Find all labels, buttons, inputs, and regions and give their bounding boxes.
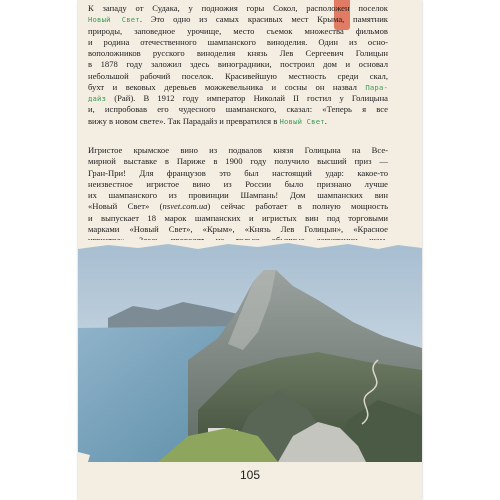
book-page bbox=[78, 0, 422, 500]
text-line: Гран-При! Для французов это был настоящий удар: какое-то bbox=[88, 167, 388, 178]
text-fragment: . bbox=[324, 115, 327, 126]
paragraph-1 bbox=[88, 3, 388, 127]
text-line: природы, заповедное урочище, место съемок множества фильмов bbox=[88, 25, 388, 36]
text-fragment: «Новый Свет» ( bbox=[88, 201, 163, 212]
text-line: и выпускает 18 марок шампанских и игристых вин под торговыми bbox=[88, 212, 388, 223]
text-fragment: вижу в новом свете». Так Парадайз и превратился в bbox=[88, 115, 278, 126]
text-line bbox=[88, 116, 388, 127]
text-fragment: . Это одно из самых красивых мест Крыма, памятник bbox=[139, 14, 388, 25]
text-line: К западу от Судака, у подножия горы Сокол, расположен поселок bbox=[88, 3, 388, 13]
text-line bbox=[88, 93, 388, 104]
text-line bbox=[88, 82, 388, 93]
website-link[interactable]: nsvet.com.ua bbox=[162, 201, 208, 212]
page-number: 105 bbox=[239, 468, 261, 482]
text-line bbox=[88, 201, 388, 212]
text-line: небольшой рабочий поселок. Красивейшую местность среди скал, bbox=[88, 70, 388, 81]
text-line: воположников русского виноделия князь Лев Сергеевич Голицын bbox=[88, 48, 388, 58]
text-fragment: ) сейчас работает в полную мощность bbox=[207, 201, 388, 212]
highlight-novy-svet: Новый Свет bbox=[279, 116, 325, 126]
text-line: неизвестное игристое вино из России было признано лучше bbox=[88, 178, 388, 189]
text-line: марками «Новый Свет», «Крым», «Князь Лев Голицын», «Красное bbox=[88, 223, 388, 234]
landscape-photo bbox=[78, 240, 422, 462]
text-line: Игристое крымское вино из подвалов князя Голицына на Все- bbox=[88, 145, 388, 155]
text-fragment: (Рай). В 1912 году император Николай II гостил у Голицына bbox=[106, 93, 388, 103]
highlight-novy-svet: Новый Свет bbox=[88, 15, 140, 25]
text-fragment: бухт и вековых деревьев можжевельника и сосны он назвал bbox=[88, 81, 357, 92]
landscape-photo-art bbox=[78, 240, 422, 462]
text-line: и, испробовав его чудесного шампанского, сказал: «Теперь я все bbox=[88, 104, 388, 115]
highlight-paradise: Пара- bbox=[365, 82, 388, 92]
highlight-paradise-cont: дайз bbox=[88, 94, 107, 103]
text-line: и родина отечественного шампанского виноделия. Один из осно- bbox=[88, 36, 388, 47]
text-line: мирной выставке в Париже в 1900 году получило высший приз — bbox=[88, 156, 388, 167]
text-line: в 1878 году заложил здесь виноградники, построил дом и основал bbox=[88, 59, 388, 70]
text-line bbox=[88, 14, 388, 25]
text-line: их шампанского из провинции Шампань! Дом шампанских вин bbox=[88, 190, 388, 200]
